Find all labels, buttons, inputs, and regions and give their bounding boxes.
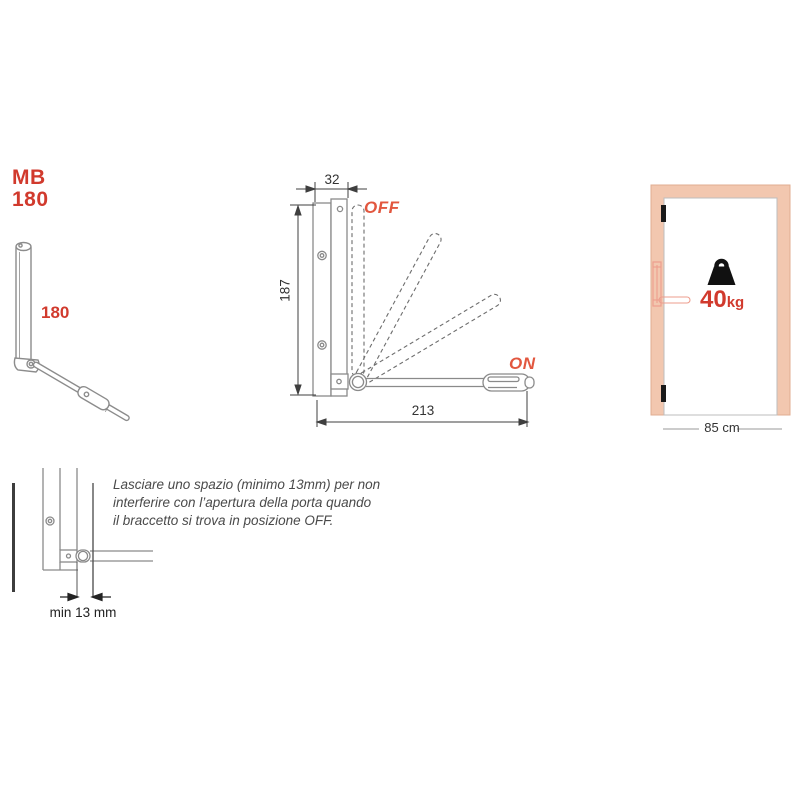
- position-off-label: OFF: [364, 198, 400, 217]
- hinge-icon: [661, 205, 666, 222]
- model-label: [12, 167, 49, 211]
- note-line2: interferire con l’apertura della porta quando: [113, 495, 372, 510]
- arm-position-mid2: [357, 292, 503, 386]
- weight-unit: kg: [726, 294, 745, 311]
- front-view-drawing: [270, 160, 560, 435]
- arm-swing-positions: [352, 205, 503, 386]
- side-view-height-label: 180: [41, 303, 70, 322]
- model-line2: 180: [12, 188, 49, 211]
- arm-position-mid1: [354, 231, 444, 383]
- model-line1: MB: [12, 166, 46, 189]
- note-line3: il braccetto si trova in posizione OFF.: [113, 513, 334, 528]
- product-side-view-drawing: [0, 225, 170, 435]
- arm-position-off: [352, 205, 364, 377]
- gap-dimension-label: min 13 mm: [49, 605, 117, 620]
- mounting-plate: [313, 199, 348, 396]
- closer-cylinder: [16, 244, 31, 366]
- hinge-icon: [661, 385, 666, 402]
- installation-note: [113, 476, 383, 530]
- gap-dimension: [60, 594, 111, 601]
- dimension-height-187: 187: [277, 279, 293, 302]
- note-line1: Lasciare uno spazio (minimo 13mm) per non: [113, 477, 381, 492]
- dimension-width-32: 32: [324, 172, 340, 187]
- screw-hole: [46, 517, 54, 525]
- weight-value: 40: [700, 286, 727, 313]
- folding-arm: [31, 358, 132, 424]
- weight-capacity-label: [700, 286, 744, 314]
- position-on-label: ON: [509, 354, 536, 373]
- arm-position-on: [350, 374, 535, 392]
- dimension-arm-213: 213: [411, 403, 435, 418]
- door-width-label: 85 cm: [704, 420, 740, 435]
